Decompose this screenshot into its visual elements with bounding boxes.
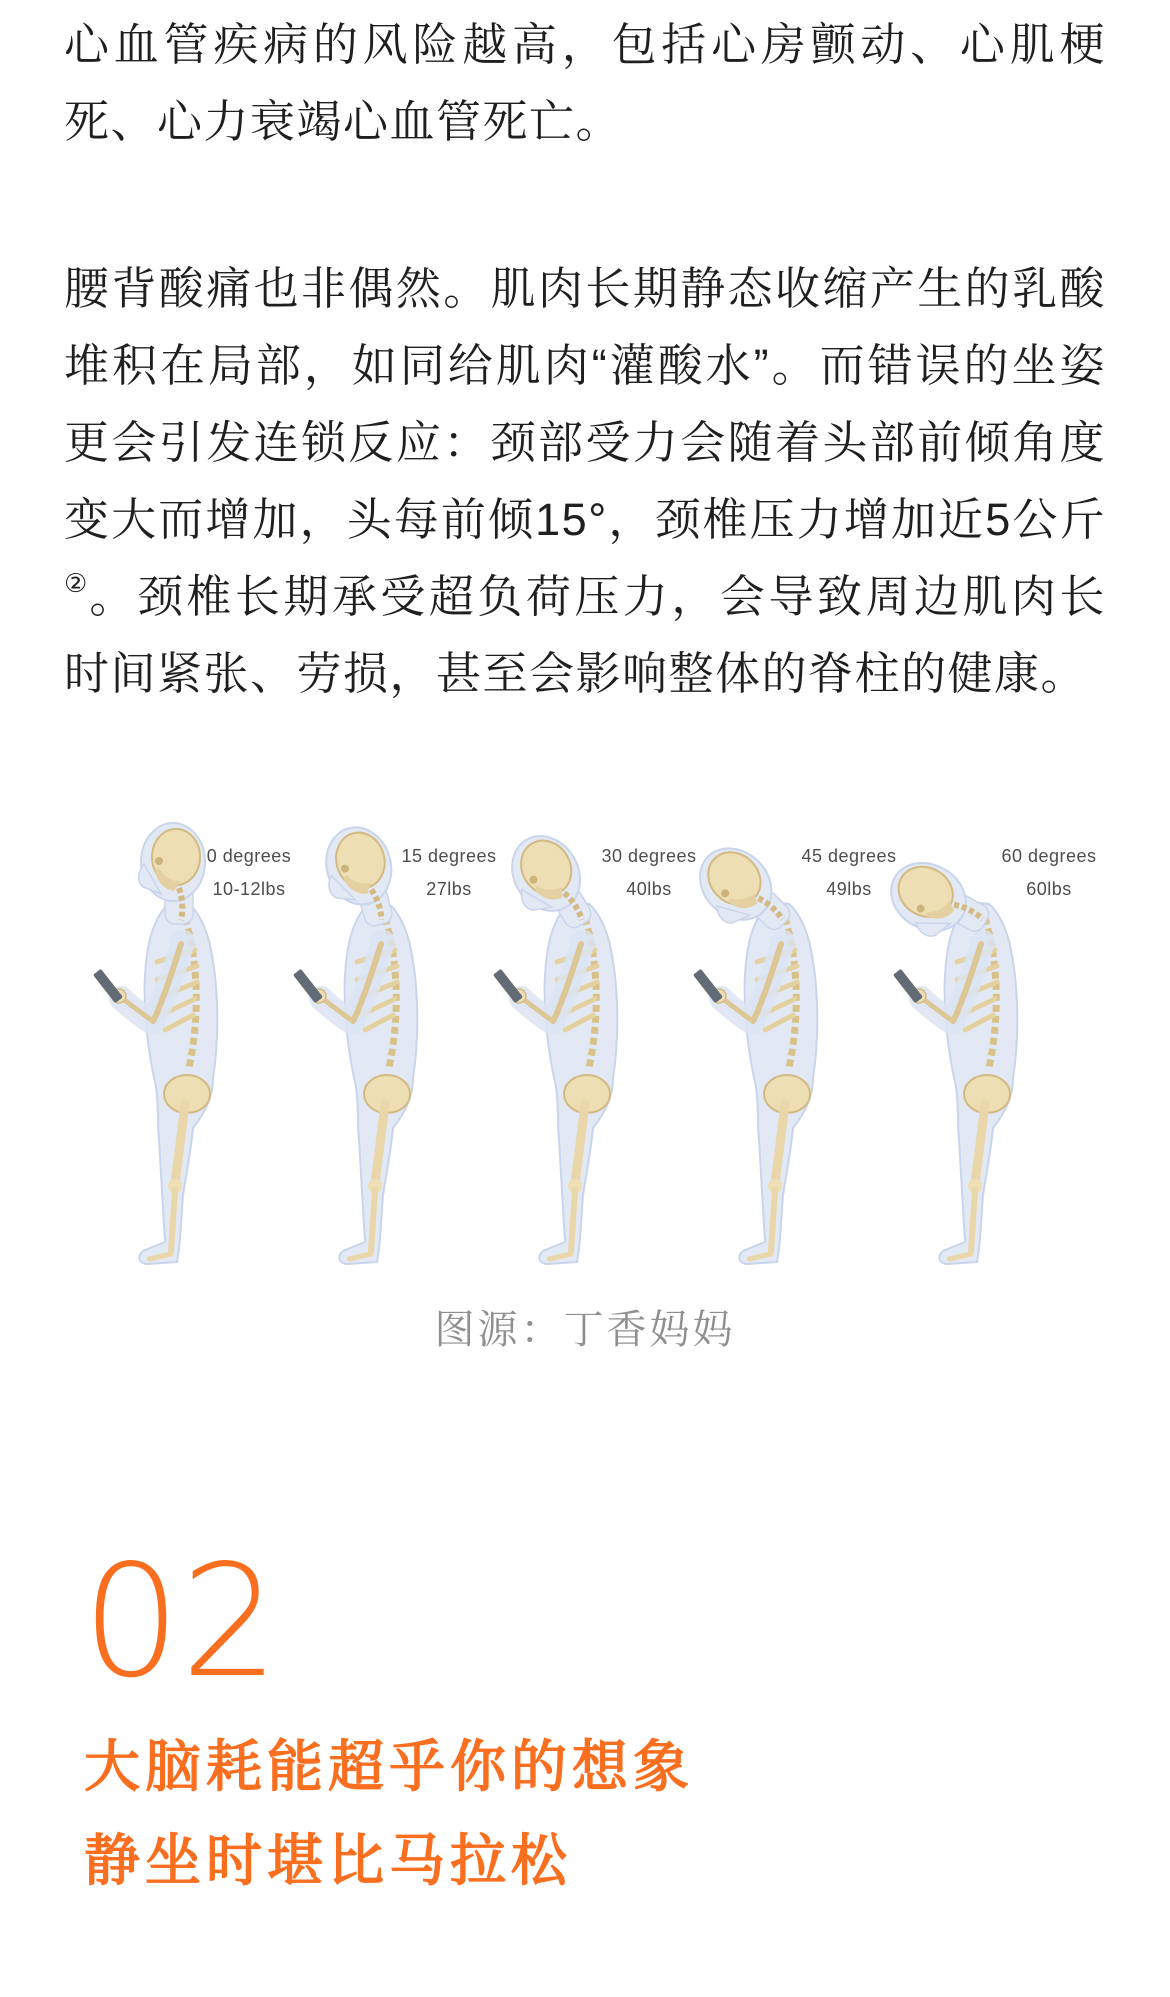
- skeleton-figure: [885, 802, 1097, 1272]
- weight-label: 10-12lbs: [212, 879, 286, 899]
- skeleton-figure: [685, 802, 897, 1272]
- reference-superscript-2: ②: [64, 568, 90, 598]
- degrees-label: 45 degrees: [801, 846, 897, 866]
- weight-label: 27lbs: [426, 879, 472, 899]
- skeleton-figure: [285, 802, 497, 1272]
- degrees-label: 60 degrees: [1001, 846, 1097, 866]
- article-body: [0, 0, 1170, 712]
- section-heading-line2: 静坐时堪比马拉松: [84, 1829, 572, 1892]
- paragraph-backpain-text-after: 。颈椎长期承受超负荷压力，会导致周边肌肉长时间紧张、劳损，甚至会影响整体的脊柱的健康。: [64, 571, 1106, 699]
- weight-label: 49lbs: [826, 879, 872, 899]
- weight-label: 60lbs: [1026, 879, 1072, 899]
- skeleton-figure: [85, 802, 292, 1272]
- posture-figure-row: [85, 802, 1097, 1272]
- figure-label: [197, 840, 301, 906]
- figure-label: [797, 840, 901, 906]
- paragraph-cardiovascular: 心血管疾病的风险越高，包括心房颤动、心肌梗死、心力衰竭心血管死亡。: [64, 19, 1106, 147]
- phone-icon: [693, 969, 723, 1004]
- degrees-label: 0 degrees: [206, 846, 292, 866]
- figure-label: [597, 840, 701, 906]
- paragraph-backpain: [64, 250, 1106, 712]
- skeleton-figure: [485, 802, 697, 1272]
- degrees-label: 30 degrees: [601, 846, 697, 866]
- phone-icon: [893, 969, 923, 1004]
- image-source-caption: 图源：丁香妈妈: [434, 1308, 736, 1352]
- phone-icon: [293, 969, 323, 1004]
- posture-illustration-figure: [0, 802, 1170, 1358]
- section-heading-line1: 大脑耗能超乎你的想象: [84, 1735, 694, 1798]
- phone-icon: [93, 969, 123, 1004]
- degrees-label: 15 degrees: [401, 846, 497, 866]
- figure-label: [397, 840, 501, 906]
- paragraph-backpain-text: 腰背酸痛也非偶然。肌肉长期静态收缩产生的乳酸堆积在局部，如同给肌肉“灌酸水”。而错误的坐姿更会引发连锁反应：颈部受力会随着头部前倾角度变大而增加，头每前倾15°，颈椎压力增加近5公斤: [64, 263, 1106, 545]
- figure-label: [997, 840, 1101, 906]
- phone-icon: [493, 969, 523, 1004]
- section-number: 02: [82, 1531, 280, 1712]
- weight-label: 40lbs: [626, 879, 672, 899]
